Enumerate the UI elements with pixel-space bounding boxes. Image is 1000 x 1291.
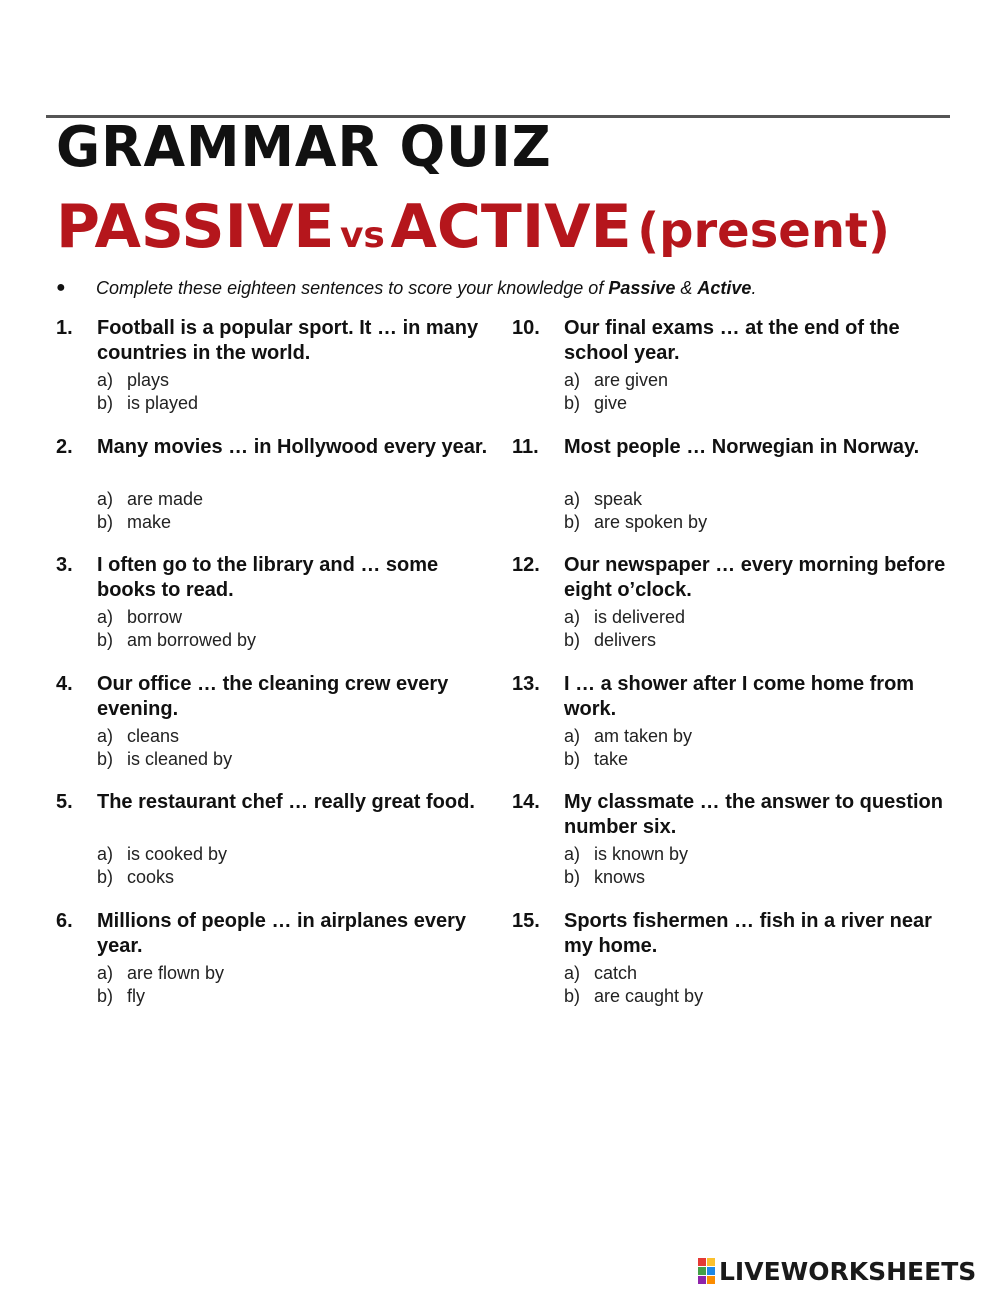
question-number: 5. xyxy=(56,791,73,813)
quiz-subtitle xyxy=(56,190,890,279)
subtitle-present: (present) xyxy=(637,203,890,259)
question-stem: My classmate … the answer to question number six. xyxy=(564,791,943,838)
question-stem: Most people … Norwegian in Norway. xyxy=(564,435,920,458)
question-12 xyxy=(512,553,952,672)
option-b[interactable]: b) are spoken by xyxy=(564,511,708,532)
option-a[interactable]: a) plays xyxy=(97,370,170,390)
option-a[interactable]: a) speak xyxy=(564,488,643,509)
logo-square xyxy=(707,1258,715,1266)
logo-square xyxy=(698,1276,706,1284)
option-a[interactable]: a) are given xyxy=(564,370,669,390)
option-a[interactable]: a) am taken by xyxy=(564,725,693,746)
option-b[interactable]: b) are caught by xyxy=(564,985,704,1006)
question-number: 12. xyxy=(512,554,540,576)
subtitle-active: ACTIVE xyxy=(390,192,632,262)
question-number: 2. xyxy=(56,435,73,458)
question-stem: Our office … the cleaning crew every evening. xyxy=(97,672,449,720)
option-b[interactable]: b) knows xyxy=(564,867,646,887)
question-stem: Millions of people … in airplanes every year. xyxy=(97,909,466,957)
logo-square xyxy=(698,1267,706,1275)
instructions-text: Complete these eighteen sentences to score your knowledge of Passive & Active. xyxy=(96,278,757,298)
question-number: 4. xyxy=(56,672,73,695)
question-number: 1. xyxy=(56,317,73,339)
option-a[interactable]: a) is cooked by xyxy=(97,844,228,864)
question-number: 13. xyxy=(512,672,540,695)
question-5 xyxy=(56,790,486,909)
question-stem: I often go to the library and … some books to read. xyxy=(97,554,439,601)
option-a[interactable]: a) are flown by xyxy=(97,962,225,983)
question-stem: I … a shower after I come home from work. xyxy=(564,672,915,720)
option-b[interactable]: b) make xyxy=(97,511,172,532)
question-number: 10. xyxy=(512,317,540,339)
question-stem: Many movies … in Hollywood every year. xyxy=(97,435,488,458)
questions-right-column xyxy=(512,316,952,1027)
option-b[interactable]: b) is played xyxy=(97,393,199,413)
option-b[interactable]: b) delivers xyxy=(564,630,657,650)
option-a[interactable]: a) borrow xyxy=(97,607,183,627)
option-a[interactable]: a) is delivered xyxy=(564,607,686,627)
question-11 xyxy=(512,435,952,554)
question-6 xyxy=(56,909,486,1028)
question-stem: The restaurant chef … really great food. xyxy=(97,791,475,813)
question-2 xyxy=(56,435,486,554)
logo-square xyxy=(698,1258,706,1266)
logo-square xyxy=(707,1267,715,1275)
question-stem: Our newspaper … every morning before eight o’clock. xyxy=(564,554,946,601)
question-number: 15. xyxy=(512,909,540,932)
question-15 xyxy=(512,909,952,1028)
question-13 xyxy=(512,672,952,791)
question-14 xyxy=(512,790,952,909)
option-a[interactable]: a) is known by xyxy=(564,844,689,864)
questions-left-column xyxy=(56,316,486,1027)
question-1 xyxy=(56,316,486,435)
subtitle-passive: PASSIVE xyxy=(56,192,335,262)
option-a[interactable]: a) catch xyxy=(564,962,638,983)
option-b[interactable]: b) is cleaned by xyxy=(97,748,233,769)
bullet-icon: ● xyxy=(56,279,66,296)
option-b[interactable]: b) take xyxy=(564,748,629,769)
option-b[interactable]: b) cooks xyxy=(97,867,175,887)
question-4 xyxy=(56,672,486,791)
subtitle-vs: vs xyxy=(339,215,385,256)
question-stem: Sports fishermen … fish in a river near my home. xyxy=(564,909,932,957)
question-stem: Our final exams … at the end of the school year. xyxy=(564,317,900,364)
question-stem: Football is a popular sport. It … in many countries in the world. xyxy=(97,317,479,364)
option-a[interactable]: a) are made xyxy=(97,488,204,509)
question-number: 3. xyxy=(56,554,73,576)
question-3 xyxy=(56,553,486,672)
logo-square xyxy=(707,1276,715,1284)
option-a[interactable]: a) cleans xyxy=(97,725,180,746)
question-number: 14. xyxy=(512,791,540,813)
option-b[interactable]: b) fly xyxy=(97,985,145,1006)
quiz-title: GRAMMAR QUIZ xyxy=(56,115,552,180)
option-b[interactable]: b) am borrowed by xyxy=(97,630,257,650)
question-number: 6. xyxy=(56,909,73,932)
option-b[interactable]: b) give xyxy=(564,393,628,413)
question-10 xyxy=(512,316,952,435)
logo-text: LIVEWORKSHEETS xyxy=(719,1256,977,1286)
question-number: 11. xyxy=(512,435,539,458)
liveworksheets-logo[interactable] xyxy=(698,1256,976,1286)
liveworksheets-logo-icon xyxy=(698,1258,715,1284)
